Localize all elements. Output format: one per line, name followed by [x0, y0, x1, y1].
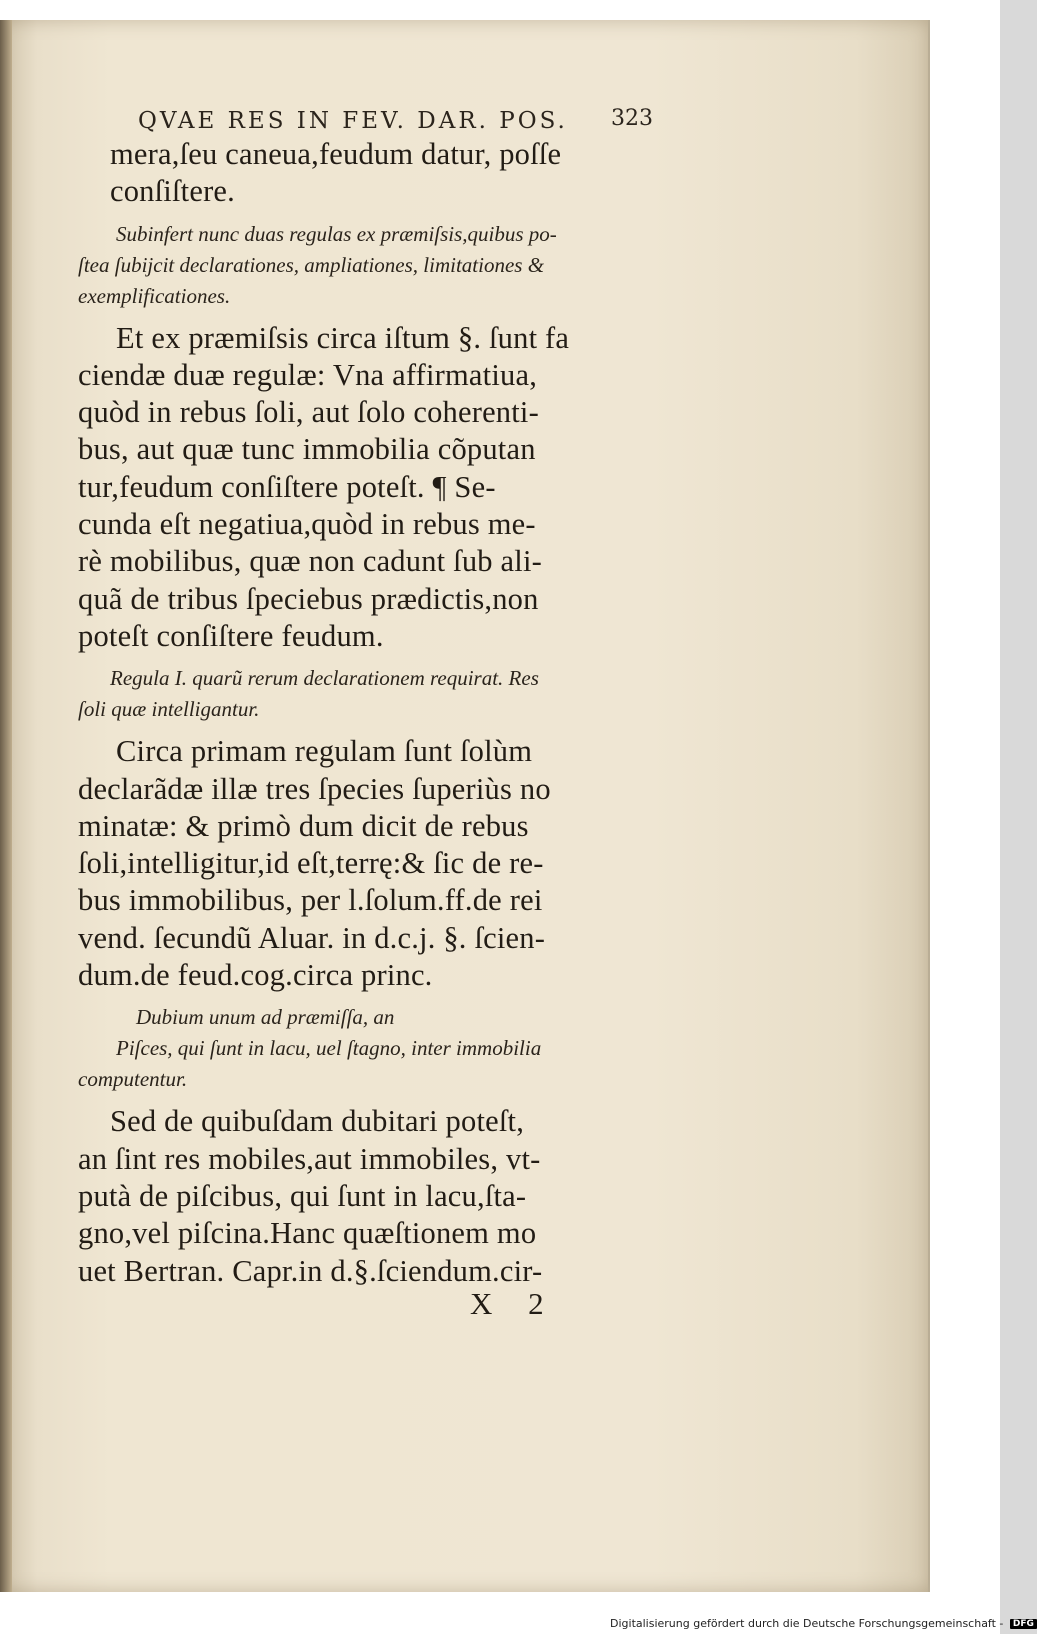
- text-line: gno,vel piſcina.Hanc quæſtionem mo: [78, 1216, 537, 1251]
- text-line: bus immobilibus, per l.ſolum.ff.de rei: [78, 883, 543, 918]
- text-line: dum.de feud.cog.circa princ.: [78, 958, 433, 993]
- page-spine-edge: [0, 20, 12, 1592]
- text-line: vend. ſecundũ Aluar. in d.c.j. §. ſcien-: [78, 920, 546, 955]
- running-head: QVAE RES IN FEV. DAR. POS.: [138, 108, 568, 134]
- text-line: minatæ: & primò dum dicit de rebus: [78, 808, 529, 843]
- text-line: Sed de quibuſdam dubitari poteſt,: [110, 1104, 525, 1139]
- text-line: quòd in rebus ſoli, aut ſolo coherenti-: [78, 395, 539, 430]
- marginal-note-line: ſoli quæ intelligantur.: [78, 697, 260, 722]
- text-line: tur,feudum conſiſtere poteſt. ¶ Se-: [78, 469, 496, 504]
- text-line: mera,ſeu caneua,feudum datur, poſſe: [110, 137, 562, 171]
- text-line: quã de tribus ſpeciebus prædictis,non: [78, 581, 539, 616]
- marginal-note-line: Regula I. quarũ rerum declarationem requirat. Res: [110, 666, 539, 691]
- text-line: uet Bertran. Capr.in d.§.ſciendum.cir-: [78, 1253, 543, 1288]
- text-line: ſoli,intelligitur,id eſt,terrę:& ſic de re-: [78, 846, 544, 881]
- digitization-credit: [610, 1617, 1037, 1630]
- text-line: poteſt conſiſtere feudum.: [78, 618, 384, 653]
- text-line: Et ex præmiſsis circa iſtum §. ſunt fa: [116, 320, 570, 355]
- text-line: ciendæ duæ regulæ: Vna affirmatiua,: [78, 357, 538, 392]
- marginal-note-line: Dubium unum ad præmiſſa, an: [136, 1005, 395, 1030]
- page-number: 323: [611, 106, 653, 131]
- text-line: rè mobilibus, quæ non cadunt ſub ali-: [78, 544, 542, 579]
- marginal-note-line: ſtea ſubijcit declarationes, ampliationes, limitationes &: [78, 252, 545, 277]
- text-block: [78, 136, 650, 1290]
- scan-margin: [930, 20, 1000, 1592]
- text-line: Circa primam regulam ſunt ſolùm: [116, 734, 533, 769]
- text-line: cunda eſt negatiua,quòd in rebus me-: [78, 507, 536, 542]
- dfg-logo: DFG: [1010, 1619, 1037, 1629]
- marginal-note-line: computentur.: [78, 1067, 188, 1092]
- marginal-note-line: Piſces, qui ſunt in lacu, uel ſtagno, inter immobilia: [116, 1036, 542, 1061]
- signature-mark: X 2: [470, 1286, 558, 1321]
- marginal-note-line: exemplificationes.: [78, 283, 231, 308]
- credit-text: Digitalisierung gefördert durch die Deutsche Forschungsgemeinschaft -: [610, 1617, 1004, 1630]
- text-line: putà de piſcibus, qui ſunt in lacu,ſta-: [78, 1178, 527, 1213]
- text-line: declarãdæ illæ tres ſpecies ſuperiùs no: [78, 771, 551, 806]
- marginal-note-line: Subinfert nunc duas regulas ex præmiſsis,quibus po-: [116, 221, 557, 246]
- text-line: bus, aut quæ tunc immobilia cõputan: [78, 432, 536, 467]
- text-line: conſiſtere.: [110, 174, 235, 209]
- text-line: an ſint res mobiles,aut immobiles, vt-: [78, 1141, 541, 1176]
